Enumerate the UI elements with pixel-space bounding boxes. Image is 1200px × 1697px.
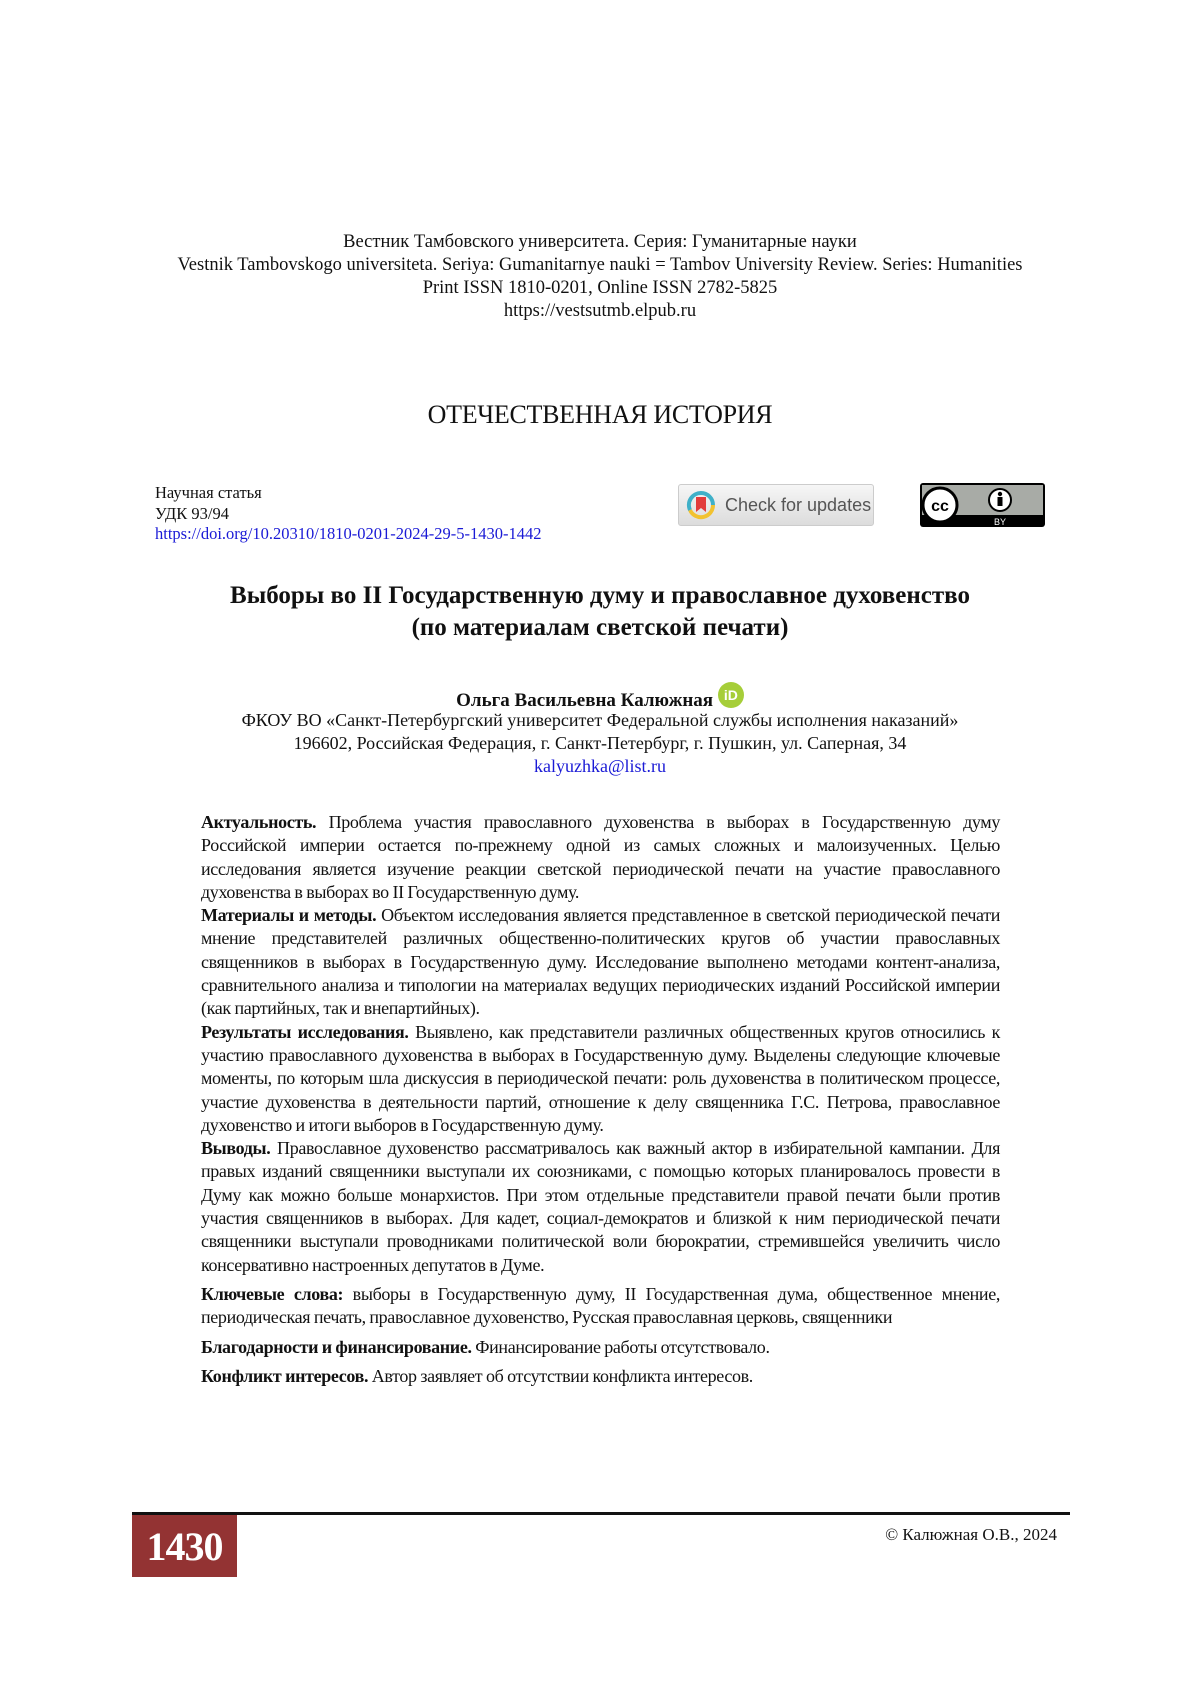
abstract-relevance: [201, 811, 1000, 904]
affiliation: ФКОУ ВО «Санкт-Петербургский университет Федеральной службы исполнения наказаний»: [0, 709, 1200, 732]
udk: УДК 93/94: [155, 504, 542, 525]
doi-link[interactable]: https://doi.org/10.20310/1810-0201-2024-29-5-1430-1442: [155, 524, 542, 543]
conflict-of-interest: [201, 1365, 1000, 1388]
author-affiliation: [0, 709, 1200, 778]
section-text: Объектом исследования является представленное в светской периодической печати мнение представителей различных общественно-политических кругов об участии православных священников в выборах в Государственную думу. Исследование выполнено методами контент-анализа, сравнительного анализа и типологии на материалах ведущих периодических изданий Российской империи (как партийных, так и внепартийных).: [201, 905, 1000, 1018]
section-label: Материалы и методы.: [201, 905, 376, 925]
journal-name-ru: Вестник Тамбовского университета. Серия: Гуманитарные науки: [0, 231, 1200, 254]
email-link[interactable]: kalyuzhka@list.ru: [534, 756, 666, 776]
title-line-2: (по материалам светской печати): [0, 612, 1200, 644]
title-line-1: Выборы во II Государственную думу и православное духовенство: [0, 580, 1200, 612]
address: 196602, Российская Федерация, г. Санкт-Петербург, г. Пушкин, ул. Саперная, 34: [0, 732, 1200, 755]
section-text: Финансирование работы отсутствовало.: [472, 1337, 770, 1357]
section-text: Автор заявляет об отсутствии конфликта интересов.: [368, 1366, 753, 1386]
article-type: Научная статья: [155, 483, 542, 504]
journal-url[interactable]: https://vestsutmb.elpub.ru: [0, 300, 1200, 323]
section-label: Благодарности и финансирование.: [201, 1337, 472, 1357]
section-label: Результаты исследования.: [201, 1022, 409, 1042]
section-label: Ключевые слова:: [201, 1284, 343, 1304]
abstract-conclusions: [201, 1137, 1000, 1277]
section-text: выборы в Государственную думу, II Государственная дума, общественное мнение, периодическая печать, православное духовенство, Русская православная церковь, священники: [201, 1284, 1000, 1327]
section-text: Выявлено, как представители различных общественных кругов относились к участию православного духовенства в выборах в Государственную думу. Выделены следующие ключевые моменты, по которым шла дискуссия в периодической печати: роль духовенства в политическом процессе, участие духовенства в деятельности партий, отношение к делу священника Г.С. Петрова, православное духовенство и итоги выборов в Государственную думу.: [201, 1022, 1000, 1135]
abstract: [201, 811, 1000, 1388]
cc-by-license-badge[interactable]: [920, 483, 1045, 527]
copyright: © Калюжная О.В., 2024: [885, 1525, 1057, 1545]
author-name: Ольга Васильевна Калюжная: [456, 690, 713, 711]
journal-header: [0, 231, 1200, 323]
author-line: [0, 682, 1200, 712]
license-by-text: BY: [994, 517, 1006, 527]
keywords: [201, 1283, 1000, 1330]
section-text: Проблема участия православного духовенства в выборах в Государственную думу Российской империи остается по-прежнему одной из самых сложных и малоизученных. Целью исследования является изучение реакции светской периодической печати на участие православного духовенства в выборах во II Государственную думу.: [201, 812, 1000, 902]
article-title: [0, 580, 1200, 644]
funding: [201, 1336, 1000, 1359]
section-text: Православное духовенство рассматривалось как важный актор в избирательной кампании. Для правых изданий священники выступали их союзниками, с помощью которых планировалось провести в Думу как можно больше монархистов. При этом отдельные представители правой печати были против участия священников в выборах. Для кадет, социал-демократов и близкой к ним периодической печати священники выступали проводниками политической воли бюрократии, стремившейся увеличить число консервативно настроенных депутатов в Думе.: [201, 1138, 1000, 1274]
footer-rule: [132, 1512, 1070, 1515]
journal-name-en: Vestnik Tambovskogo universiteta. Seriya: Gumanitarnye nauki = Tambov University Review. Series: Humanities: [0, 254, 1200, 277]
check-for-updates-button[interactable]: [678, 484, 874, 526]
page-number: 1430: [132, 1515, 237, 1577]
section-label: Конфликт интересов.: [201, 1366, 368, 1386]
abstract-results: [201, 1021, 1000, 1137]
orcid-icon[interactable]: iD: [718, 682, 744, 708]
article-meta: [155, 483, 542, 545]
svg-text:cc: cc: [931, 498, 949, 515]
crossmark-icon: [686, 490, 716, 520]
journal-issn: Print ISSN 1810-0201, Online ISSN 2782-5825: [0, 277, 1200, 300]
section-heading: ОТЕЧЕСТВЕННАЯ ИСТОРИЯ: [0, 400, 1200, 430]
section-label: Выводы.: [201, 1138, 270, 1158]
abstract-methods: [201, 904, 1000, 1020]
section-label: Актуальность.: [201, 812, 316, 832]
check-for-updates-label: Check for updates: [725, 495, 871, 516]
